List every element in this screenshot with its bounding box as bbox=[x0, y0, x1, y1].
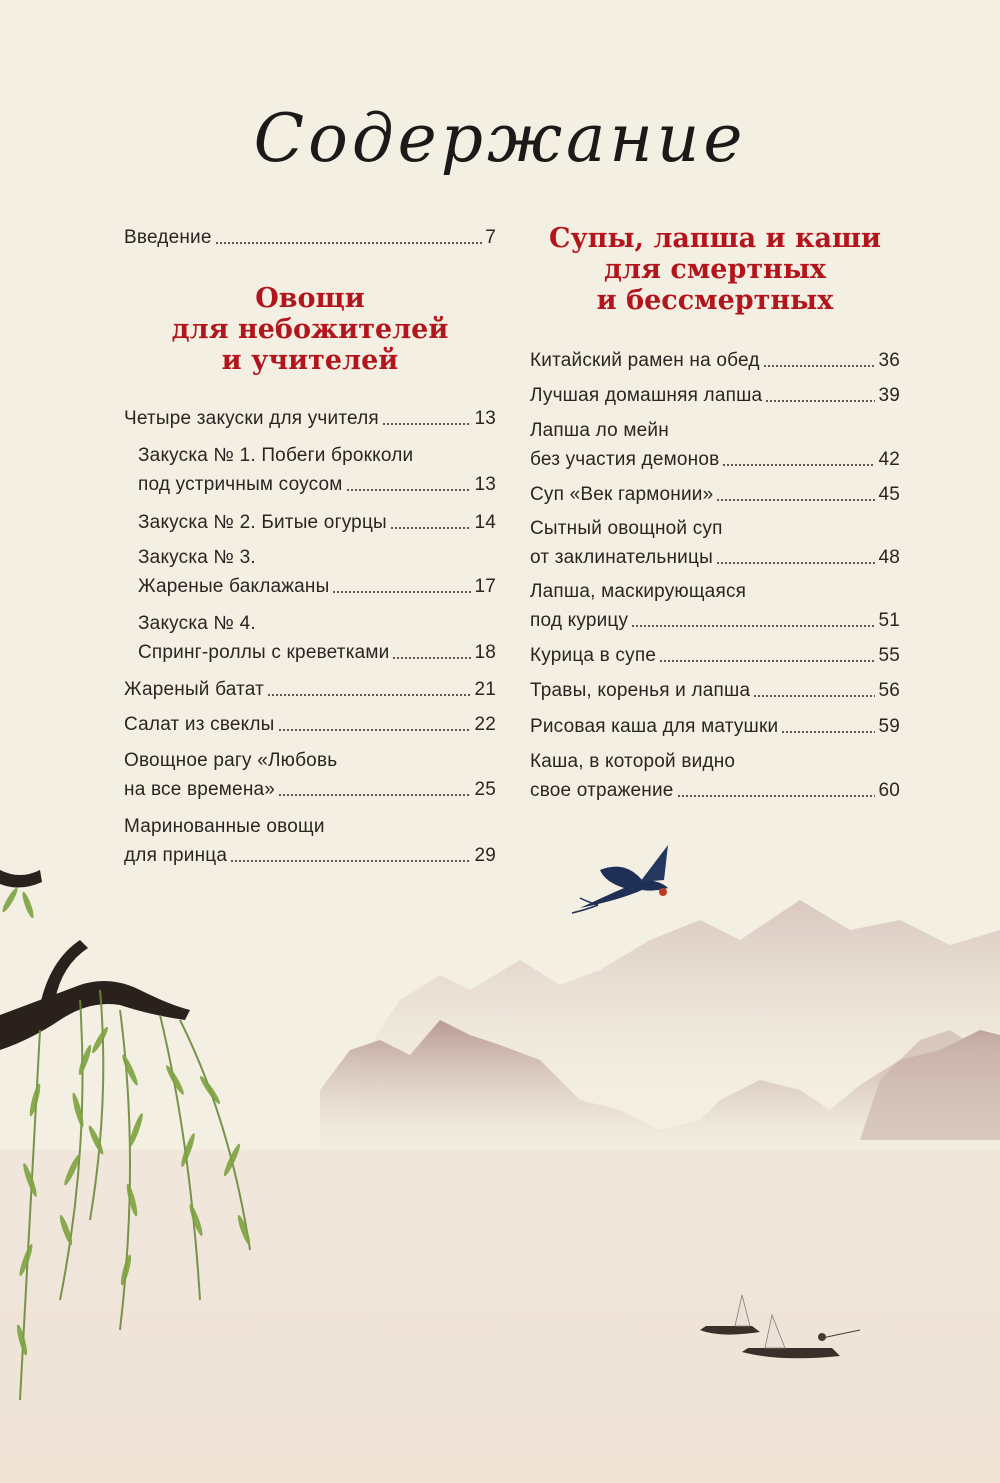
toc-entry-title: Суп «Век гармонии» bbox=[530, 484, 714, 505]
leader-dots bbox=[390, 526, 472, 530]
toc-entry[interactable] bbox=[124, 746, 496, 804]
leader-dots bbox=[763, 364, 876, 368]
toc-entry-title: Курица в супе bbox=[530, 645, 657, 666]
toc-entry-title: Введение bbox=[124, 227, 212, 248]
toc-entry[interactable] bbox=[138, 609, 496, 667]
toc-entry-title: Лапша, маскирующаяся bbox=[530, 581, 747, 602]
leader-dots bbox=[267, 693, 471, 697]
toc-page-number: 21 bbox=[474, 679, 496, 700]
section-heading-line: для небожителей bbox=[171, 314, 449, 345]
leader-dots bbox=[659, 659, 875, 663]
leader-dots bbox=[631, 624, 875, 628]
toc-page-number: 45 bbox=[878, 484, 900, 505]
leader-dots bbox=[346, 488, 472, 492]
leader-dots bbox=[392, 656, 471, 660]
toc-entry[interactable] bbox=[138, 441, 496, 499]
toc-page-number: 18 bbox=[474, 642, 496, 663]
toc-entry[interactable] bbox=[124, 710, 496, 739]
toc-entry-title: Травы, коренья и лапша bbox=[530, 680, 751, 701]
toc-entry[interactable] bbox=[124, 404, 496, 433]
toc-entry-title: Овощное рагу «Любовь bbox=[124, 750, 338, 771]
toc-entry-title: под курицу bbox=[530, 610, 629, 631]
leader-dots bbox=[278, 728, 472, 732]
toc-entry[interactable] bbox=[530, 416, 900, 474]
toc-entry[interactable] bbox=[530, 641, 900, 670]
toc-entry-title: для принца bbox=[124, 845, 228, 866]
section-heading-line: и учителей bbox=[221, 345, 399, 376]
toc-page-number: 55 bbox=[878, 645, 900, 666]
toc-entry-title: Китайский рамен на обед bbox=[530, 350, 760, 371]
toc-entry-title: под устричным соусом bbox=[138, 474, 343, 495]
toc-entry-title: Закуска № 1. Побеги брокколи bbox=[138, 445, 414, 466]
section-heading-line: и бессмертных bbox=[596, 285, 834, 316]
leader-dots bbox=[215, 241, 483, 245]
toc-page-number: 7 bbox=[485, 227, 496, 248]
toc-page-number: 42 bbox=[878, 449, 900, 470]
toc-entry-title: Жареные баклажаны bbox=[138, 576, 330, 597]
leader-dots bbox=[765, 399, 875, 403]
leader-dots bbox=[781, 730, 875, 734]
toc-page-number: 51 bbox=[878, 610, 900, 631]
toc-page-number: 13 bbox=[474, 474, 496, 495]
toc-entry[interactable] bbox=[138, 508, 496, 537]
section-heading-line: Супы, лапша и каши bbox=[548, 223, 882, 254]
toc-page-number: 48 bbox=[878, 547, 900, 568]
toc-page-number: 60 bbox=[878, 780, 900, 801]
toc-entry-title: Закуска № 3. bbox=[138, 547, 256, 568]
toc-entry[interactable] bbox=[530, 514, 900, 572]
toc-entry-title: на все времена» bbox=[124, 779, 276, 800]
toc-entry-intro[interactable] bbox=[124, 223, 496, 252]
leader-dots bbox=[753, 694, 875, 698]
toc-entry-title: Рисовая каша для матушки bbox=[530, 716, 779, 737]
toc-page-number: 36 bbox=[878, 350, 900, 371]
swallow-icon bbox=[572, 845, 668, 913]
toc-entry[interactable] bbox=[124, 812, 496, 870]
toc-entry-title: Лапша ло мейн bbox=[530, 420, 669, 441]
leader-dots bbox=[278, 793, 471, 797]
toc-entry-title: Лучшая домашняя лапша bbox=[530, 385, 763, 406]
leader-dots bbox=[722, 463, 875, 467]
toc-entry-title: Четыре закуски для учителя bbox=[124, 408, 379, 429]
toc-entry[interactable] bbox=[530, 480, 900, 509]
toc-entry-title: Сытный овощной суп bbox=[530, 518, 723, 539]
toc-entry-title: без участия демонов bbox=[530, 449, 720, 470]
toc-page-number: 25 bbox=[474, 779, 496, 800]
toc-entry-title: Закуска № 2. Битые огурцы bbox=[138, 512, 387, 533]
toc-page-number: 39 bbox=[878, 385, 900, 406]
toc-entry[interactable] bbox=[530, 712, 900, 741]
toc-entry-title: Маринованные овощи bbox=[124, 816, 325, 837]
toc-page-number: 22 bbox=[474, 714, 496, 735]
leader-dots bbox=[677, 794, 876, 798]
leader-dots bbox=[716, 498, 875, 502]
toc-entry[interactable] bbox=[530, 747, 900, 805]
toc-entry-title: Жареный батат bbox=[124, 679, 265, 700]
mountain-range-icon bbox=[320, 900, 1000, 1160]
toc-entry-title: свое отражение bbox=[530, 780, 674, 801]
toc-entry[interactable] bbox=[530, 676, 900, 705]
toc-entry-title: Каша, в которой видно bbox=[530, 751, 736, 772]
toc-page-number: 56 bbox=[878, 680, 900, 701]
page-title: Содержание bbox=[253, 100, 747, 177]
toc-entry-title: Салат из свеклы bbox=[124, 714, 275, 735]
toc-entry-title: Спринг-роллы с креветками bbox=[138, 642, 390, 663]
section-heading-soups bbox=[530, 223, 900, 316]
section-heading-line: Овощи bbox=[255, 283, 365, 314]
toc-page-number: 29 bbox=[474, 845, 496, 866]
toc-page-number: 17 bbox=[474, 576, 496, 597]
toc-entry-title: Закуска № 4. bbox=[138, 613, 256, 634]
leader-dots bbox=[332, 590, 471, 594]
toc-page-number: 59 bbox=[878, 716, 900, 737]
toc-page-number: 14 bbox=[474, 512, 496, 533]
leader-dots bbox=[230, 859, 471, 863]
toc-entry[interactable] bbox=[124, 675, 496, 704]
toc-entry-title: от заклинательницы bbox=[530, 547, 713, 568]
toc-entry[interactable] bbox=[138, 543, 496, 601]
section-heading-line: для смертных bbox=[604, 254, 826, 285]
toc-entry[interactable] bbox=[530, 346, 900, 375]
leader-dots bbox=[716, 561, 876, 565]
leader-dots bbox=[382, 422, 472, 426]
toc-entry[interactable] bbox=[530, 381, 900, 410]
toc-page-number: 13 bbox=[474, 408, 496, 429]
section-heading-vegetables bbox=[124, 283, 496, 376]
toc-entry[interactable] bbox=[530, 577, 900, 635]
